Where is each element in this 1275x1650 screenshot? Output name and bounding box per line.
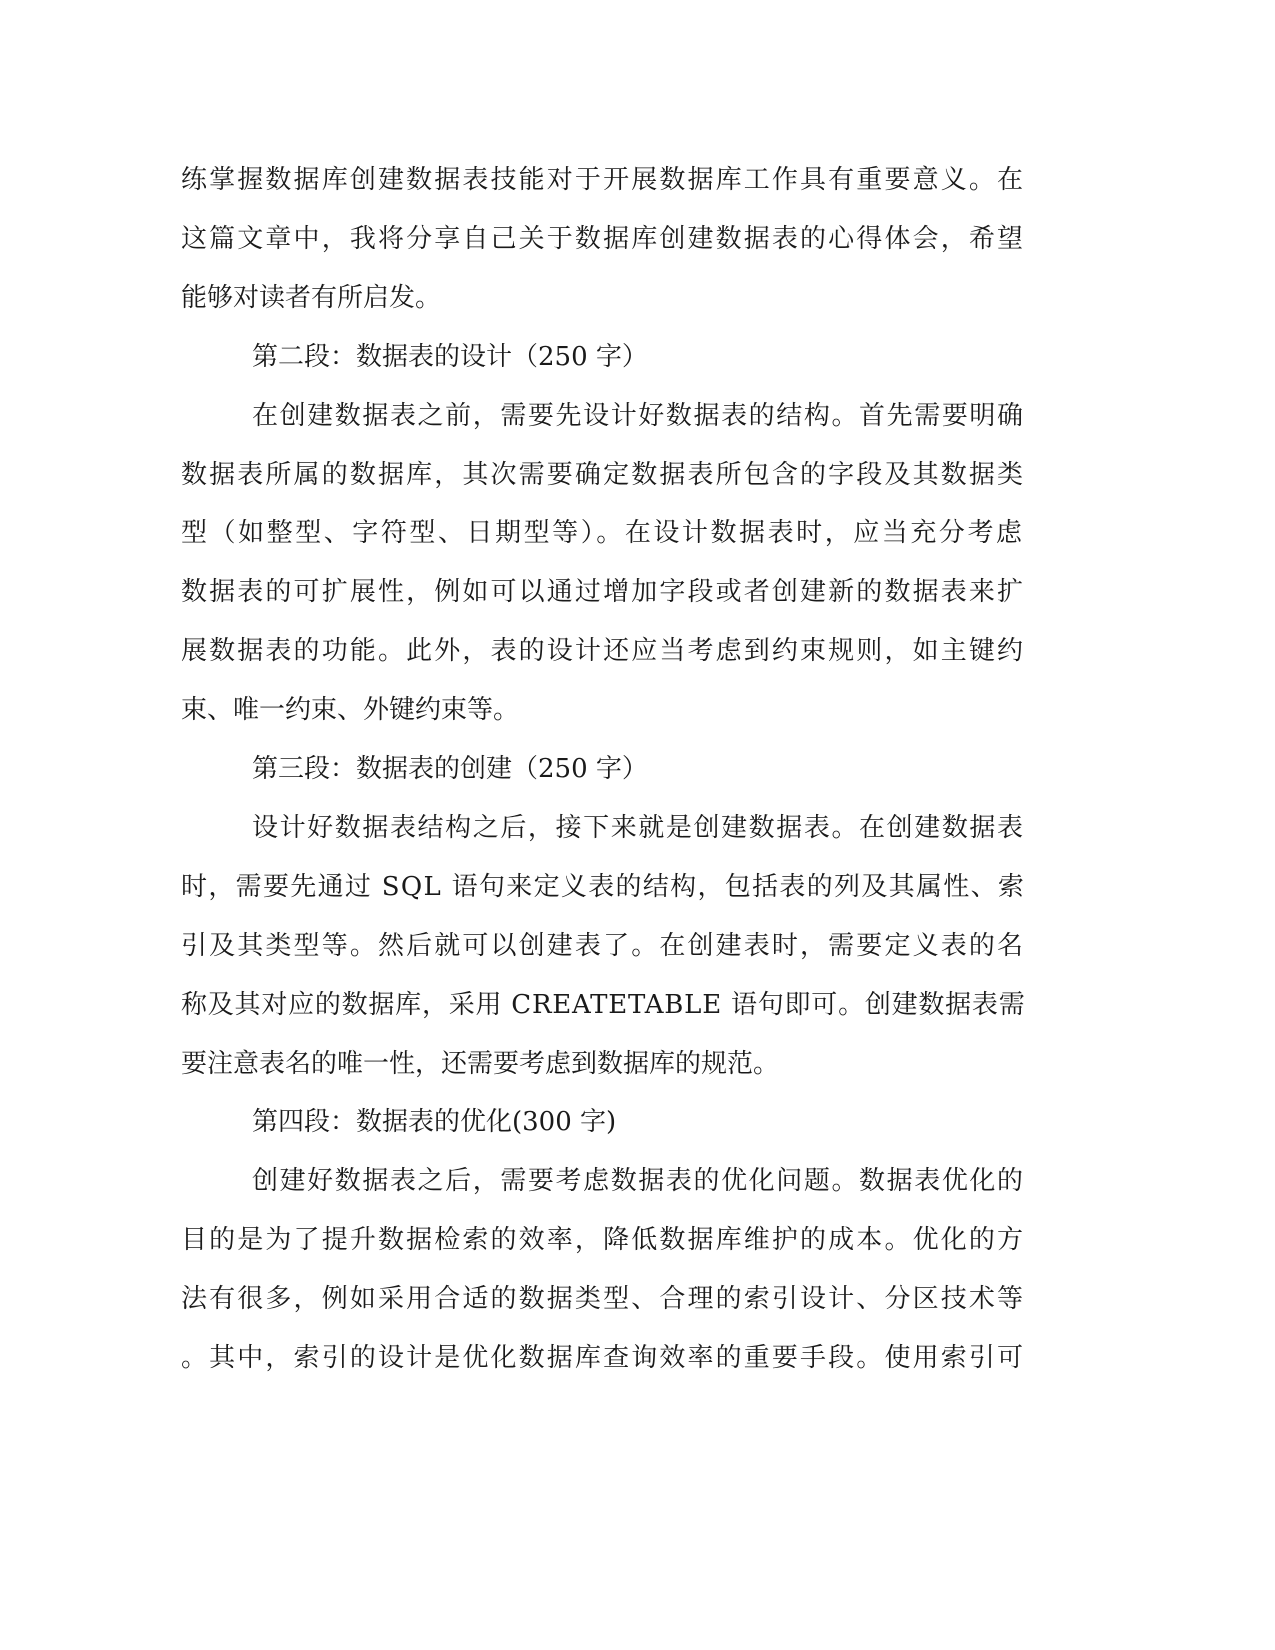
section-heading: 第二段：数据表的设计（250 字）	[252, 341, 648, 372]
paragraph-line: 引及其类型等。然后就可以创建表了。在创建表时，需要定义表的名	[181, 930, 1026, 961]
paragraph-line: 这篇文章中，我将分享自己关于数据库创建数据表的心得体会，希望	[181, 223, 1026, 254]
paragraph-line: 。其中，索引的设计是优化数据库查询效率的重要手段。使用索引可	[181, 1343, 1026, 1373]
paragraph-line: 练掌握数据库创建数据表技能对于开展数据库工作具有重要意义。在	[181, 165, 1026, 195]
paragraph-line: 时，需要先通过 SQL 语句来定义表的结构，包括表的列及其属性、索	[181, 871, 1026, 902]
section-heading: 第四段：数据表的优化(300 字)	[252, 1107, 617, 1138]
paragraph-line: 称及其对应的数据库，采用 CREATETABLE 语句即可。创建数据表需	[181, 989, 1026, 1020]
section-heading: 第三段：数据表的创建（250 字）	[252, 754, 648, 784]
paragraph-line: 展数据表的功能。此外，表的设计还应当考虑到约束规则，如主键约	[181, 636, 1026, 667]
paragraph-line: 法有很多，例如采用合适的数据类型、合理的索引设计、分区技术等	[181, 1284, 1026, 1315]
paragraph-line: 能够对读者有所启发。	[181, 282, 442, 313]
paragraph-line: 型（如整型、字符型、日期型等）。在设计数据表时，应当充分考虑	[181, 518, 1025, 549]
paragraph-line: 数据表所属的数据库，其次需要确定数据表所包含的字段及其数据类	[181, 459, 1026, 490]
paragraph-line: 创建好数据表之后，需要考虑数据表的优化问题。数据表优化的	[252, 1166, 1025, 1197]
paragraph-line: 目的是为了提升数据检索的效率，降低数据库维护的成本。优化的方	[181, 1225, 1026, 1256]
paragraph-line: 要注意表名的唯一性，还需要考虑到数据库的规范。	[181, 1048, 780, 1079]
paragraph-line: 在创建数据表之前，需要先设计好数据表的结构。首先需要明确	[252, 400, 1025, 431]
paragraph-line: 束、唯一约束、外键约束等。	[181, 695, 520, 726]
paragraph-line: 数据表的可扩展性，例如可以通过增加字段或者创建新的数据表来扩	[181, 577, 1026, 608]
paragraph-line: 设计好数据表结构之后，接下来就是创建数据表。在创建数据表	[252, 812, 1025, 843]
